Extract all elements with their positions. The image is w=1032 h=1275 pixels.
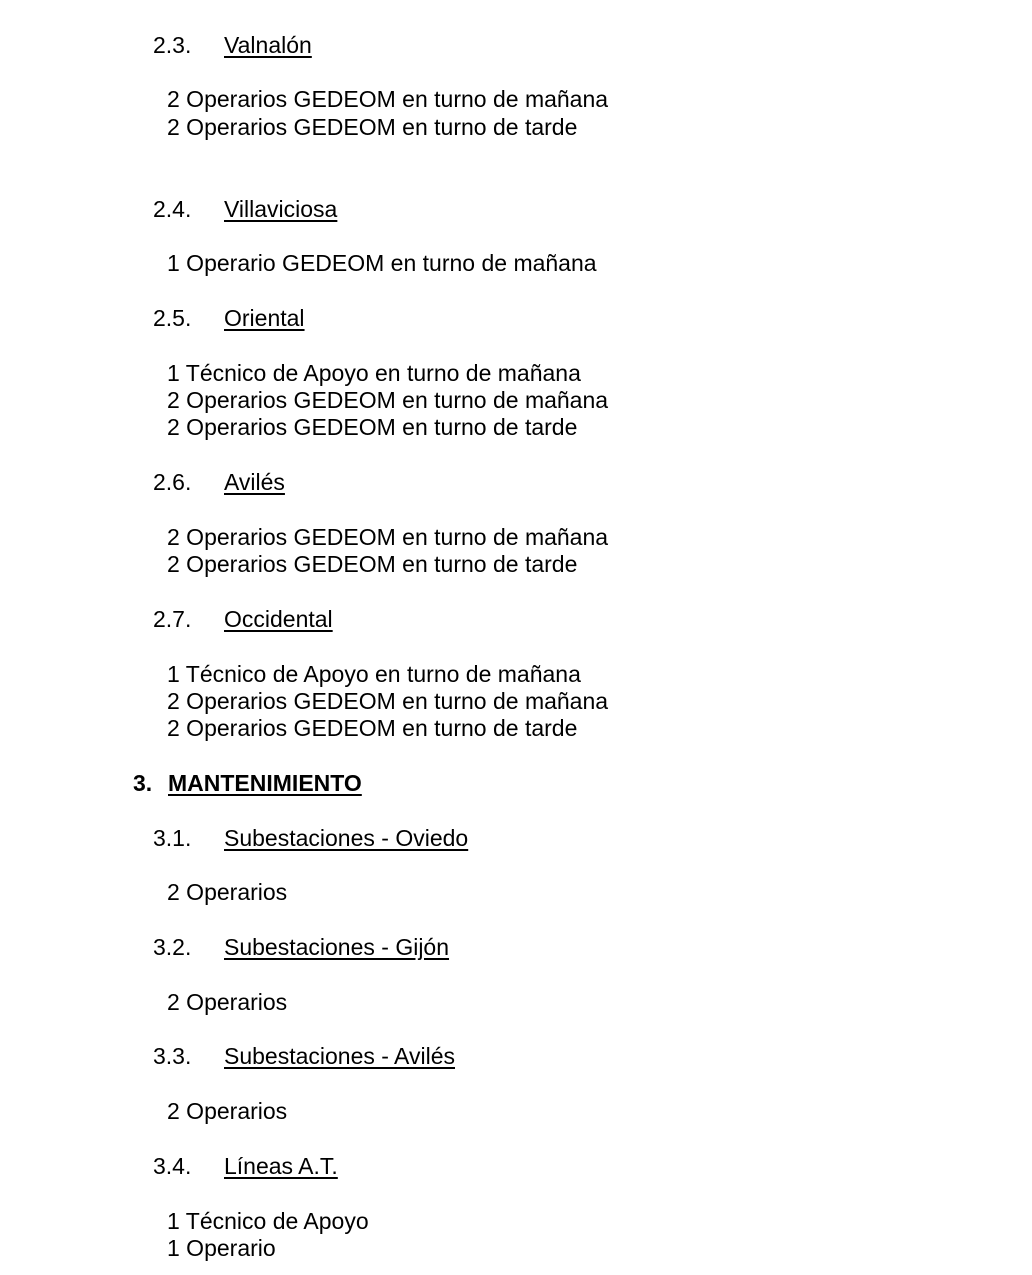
subsection-title-lineas-at: Líneas A.T. [224, 1153, 338, 1179]
subsection-title-aviles: Subestaciones - Avilés [224, 1043, 455, 1069]
subsection-number: 3.3. [153, 1043, 192, 1069]
staff-line: 2 Operarios GEDEOM en turno de mañana [167, 688, 609, 714]
staff-line: 1 Técnico de Apoyo en turno de mañana [167, 360, 581, 386]
staff-line: 2 Operarios GEDEOM en turno de mañana [167, 86, 609, 112]
section-number: 2.6. [153, 469, 192, 495]
subsection-title-oviedo: Subestaciones - Oviedo [224, 825, 469, 851]
staff-line: 1 Técnico de Apoyo en turno de mañana [167, 661, 581, 687]
staff-line: 2 Operarios GEDEOM en turno de tarde [167, 715, 578, 741]
staff-line: 2 Operarios GEDEOM en turno de mañana [167, 387, 609, 413]
staff-line: 1 Técnico de Apoyo [167, 1208, 369, 1234]
section-title-oriental: Oriental [224, 305, 305, 331]
staff-line: 1 Operario [167, 1235, 276, 1261]
staff-line: 2 Operarios GEDEOM en turno de tarde [167, 551, 578, 577]
section-number: 2.4. [153, 196, 192, 222]
staff-line: 2 Operarios GEDEOM en turno de mañana [167, 524, 609, 550]
section-title-valnalon: Valnalón [224, 32, 312, 58]
subsection-number: 3.1. [153, 825, 192, 851]
subsection-number: 3.2. [153, 934, 192, 960]
section-title-villaviciosa: Villaviciosa [224, 196, 338, 222]
staff-line: 1 Operario GEDEOM en turno de mañana [167, 250, 597, 276]
section-title-occidental: Occidental [224, 606, 333, 632]
section-title-aviles: Avilés [224, 469, 285, 495]
subsection-title-gijon: Subestaciones - Gijón [224, 934, 450, 960]
heading-number: 3. [133, 770, 153, 796]
staff-line: 2 Operarios [167, 989, 288, 1015]
section-number: 2.7. [153, 606, 192, 632]
section-number: 2.3. [153, 32, 192, 58]
staff-line: 2 Operarios GEDEOM en turno de tarde [167, 414, 578, 440]
heading-title: MANTENIMIENTO [168, 770, 362, 796]
staff-line: 2 Operarios [167, 1098, 288, 1124]
staff-line: 2 Operarios GEDEOM en turno de tarde [167, 114, 578, 140]
staff-line: 2 Operarios [167, 879, 288, 905]
section-number: 2.5. [153, 305, 192, 331]
subsection-number: 3.4. [153, 1153, 192, 1179]
